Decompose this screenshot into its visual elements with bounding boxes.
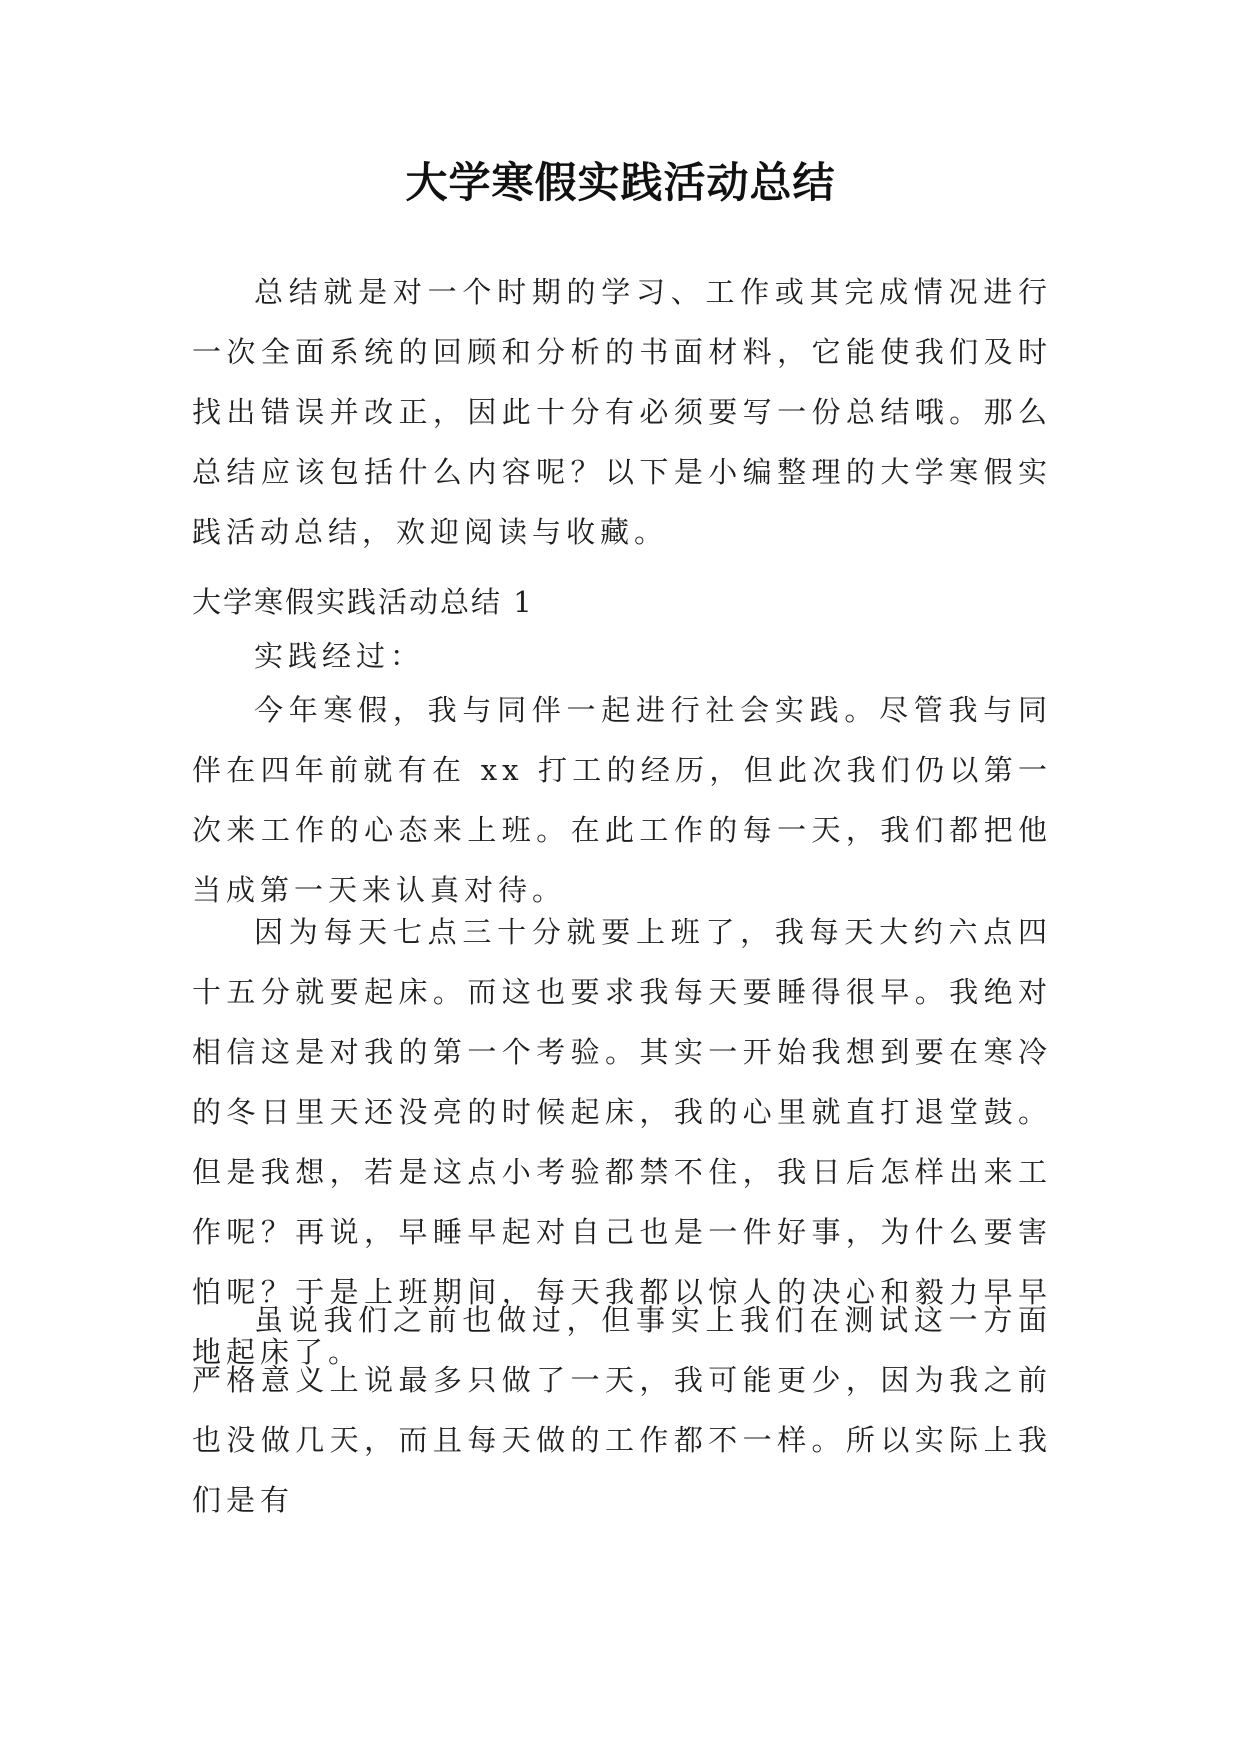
subheading-practice-process: 实践经过： (254, 639, 425, 673)
document-title: 大学寒假实践活动总结 (405, 158, 836, 207)
paragraph-1: 今年寒假，我与同伴一起进行社会实践。尽管我与同伴在四年前就有在 xx 打工的经历，但此次我们仍以第一次来工作的心态来上班。在此工作的每一天，我们都把他当成第一天来认真对待。 (192, 693, 1052, 907)
paragraph-2: 因为每天七点三十分就要上班了，我每天大约六点四十五分就要起床。而这也要求我每天要睡得很早。我绝对相信这是对我的第一个考验。其实一开始我想到要在寒冷的冬日里天还没亮的时候起床，我的心里就直打退堂鼓。但是我想，若是这点小考验都禁不住，我日后怎样出来工作呢？再说，早睡早起对自己也是一件好事，为什么要害怕呢？于是上班期间，每天我都以惊人的决心和毅力早早地起床了。 (192, 915, 1052, 1369)
paragraph-3: 虽说我们之前也做过，但事实上我们在测试这一方面严格意义上说最多只做了一天，我可能更少，因为我之前也没做几天，而且每天做的工作都不一样。所以实际上我们是有 (192, 1303, 1052, 1517)
intro-paragraph: 总结就是对一个时期的学习、工作或其完成情况进行一次全面系统的回顾和分析的书面材料，它能使我们及时找出错误并改正，因此十分有必须要写一份总结哦。那么总结应该包括什么内容呢？以下是小编整理的大学寒假实践活动总结，欢迎阅读与收藏。 (192, 275, 1052, 549)
section-heading: 大学寒假实践活动总结 1 (192, 585, 534, 619)
